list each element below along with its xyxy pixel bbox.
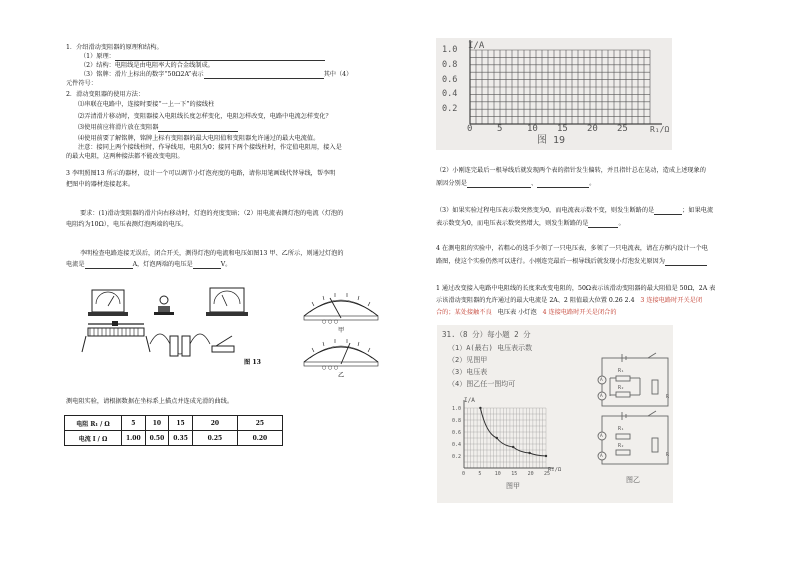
section2-title: 2．滑动变阻器的使用方法： <box>66 91 145 98</box>
answer-blank[interactable] <box>467 181 531 188</box>
circuit-diagram <box>592 350 672 470</box>
table-cell: 0.50 <box>145 431 169 446</box>
answer-blank[interactable] <box>158 125 238 132</box>
y-tick-label: 0.8 <box>442 59 458 70</box>
dial-label-yi: 乙 <box>338 372 345 379</box>
dial-terminals-b: ○ ○ ○ <box>322 365 339 371</box>
figure19-caption: 图 19 <box>537 135 566 146</box>
answer-blank[interactable] <box>537 181 589 188</box>
current-blank[interactable] <box>85 262 133 269</box>
solution-line3: （3）电压表 <box>448 368 488 376</box>
solution-chart <box>450 396 558 490</box>
requirement-line2: 电阻约为10Ω），电压表测灯泡两端的电压。 <box>66 221 188 228</box>
data-point <box>545 455 547 457</box>
requirement-line1: 要求：(1)滑动变阻器的滑片向右移动时，灯泡的亮度变暗；（2）用电流表测灯泡的电流（灯泡的 <box>80 210 344 217</box>
voltage-blank[interactable] <box>193 262 221 269</box>
x-tick-label: 20 <box>587 124 598 134</box>
x-tick-label: 0 <box>462 471 466 477</box>
x-tick-label: 25 <box>544 471 551 477</box>
circuit-caption: 图乙 <box>626 476 640 484</box>
answer-blank[interactable] <box>115 54 325 61</box>
ammeter-label-a2: A <box>600 394 603 399</box>
data-point <box>479 407 481 409</box>
table-cell: 1.00 <box>122 431 146 446</box>
section1-q4: 元件符号： <box>66 80 97 87</box>
solution-line2: （2）见图甲 <box>448 356 488 364</box>
section2-item4: ⑷使用前要了解铭牌，铭牌上标有变阻器的最大电阻值和变阻器允许通过的最大电流值。 <box>78 135 320 142</box>
y-tick-label: 0.2 <box>442 104 458 115</box>
y-tick-label: 0.6 <box>452 430 462 436</box>
q2-line2: 原因分别是 、 。 <box>436 180 596 187</box>
answer-line3: 合的；某处接触不良 电压表 小灯泡 4 连接电路时开关是闭合的 <box>436 309 617 316</box>
figure13-caption: 图 13 <box>244 359 261 366</box>
solution-title: 31.（8 分）每小题 2 分 <box>442 330 531 339</box>
x-tick-label: 10 <box>527 124 538 134</box>
q2-line1: （2）小刚连完最后一根导线后就发现两个表的指针发生偏转，并且指针总在晃动，造成上述现象的 <box>436 167 706 174</box>
circuit-r2-label: R₂ <box>618 385 625 391</box>
figure19-axis-y: I/A <box>468 41 485 51</box>
data-point <box>512 446 514 448</box>
ammeter-icon <box>88 290 128 316</box>
circuit-r-label-b: R <box>666 452 670 458</box>
circuit-r1-label: R₁ <box>618 368 625 374</box>
table-cell: 0.35 <box>169 431 193 446</box>
section3-line1: 3 李明照图13 所示的器材，设计一个可以调节小灯泡亮度的电路，请你用笔画线代替导线，帮李明 <box>66 170 336 177</box>
lamp-icon <box>154 296 174 315</box>
circuit-r1-label-b: R₁ <box>618 426 625 432</box>
answer-line2: 示该滑动变阻器的允许通过的最大电流是 2A、2 阻值最大位置 0.26 2.4 3 连接电路时开关是闭 <box>436 297 703 304</box>
note-line1: 注意：接同上两个接线柱时，作导线用，电阻为0；接同下两个接线柱时，作定值电阻用，接入是 <box>78 144 342 151</box>
table-header: 电阻 R₁ / Ω <box>65 416 122 431</box>
voltmeter-icon <box>206 288 248 316</box>
y-tick-label: 0.8 <box>452 418 462 424</box>
section2-item2: ⑵弄清滑片移动时，变阻器接入电阻线长度怎样变化，电阻怎样改变，电路中电流怎样变化？ <box>78 113 332 120</box>
x-tick-label: 15 <box>557 124 568 134</box>
experiment-instruction: 测电阻实验，请根据数据在坐标系上描点并连成光滑的曲线。 <box>66 398 234 405</box>
answer-blank[interactable] <box>665 259 707 266</box>
q4-line2: 路图，使这个实验仍然可以进行。小刚连完最后一根导线后就发现小灯泡发光原因为 <box>436 258 707 266</box>
measure-line1: 李明检查电路连接无误后，闭合开关，测得灯泡的电流和电压如图13 甲、乙所示，则通过灯泡的 <box>80 250 344 257</box>
y-tick-label: 0.6 <box>442 74 458 85</box>
solution-chart-caption: 图甲 <box>506 482 520 490</box>
x-tick-label: 15 <box>511 471 518 477</box>
answer-line1: 1 通过改变接入电路中电阻线的长度来改变电阻的，50Ω表示该滑动变阻器的最大阻值是 50Ω，2A 表 <box>436 285 716 292</box>
data-point <box>496 437 498 439</box>
answer-blank[interactable] <box>204 72 324 79</box>
table-cell: 10 <box>145 416 169 431</box>
x-tick-label: 5 <box>478 471 482 477</box>
table-cell: 0.25 <box>192 431 237 446</box>
section1-q2: （2）结构：电阻线是由电阻率大的合金线制成。 <box>80 62 214 69</box>
dial-label-jia: 甲 <box>338 327 345 334</box>
x-tick-label: 0 <box>467 124 473 134</box>
table-cell: 25 <box>237 416 282 431</box>
answer-blank[interactable] <box>588 221 618 228</box>
circuit-r-label: R <box>666 394 670 400</box>
solution-line1: （1）A(最右) 电压表示数 <box>448 344 533 352</box>
y-tick-label: 0.2 <box>452 454 462 460</box>
ammeter-label-a1: A <box>600 378 603 383</box>
table-row <box>65 431 283 446</box>
section1-q3: （3）铭牌：滑片上标出的数字“50Ω2A”表示 其中（4） <box>80 71 353 78</box>
table-cell: 0.20 <box>237 431 282 446</box>
x-tick-label: 10 <box>494 471 501 477</box>
section1-q1: （1）原理： <box>80 53 325 61</box>
switch-icon <box>212 336 234 352</box>
figure19-axis-x: R₁/Ω <box>650 125 670 134</box>
voltmeter-dial <box>300 336 382 368</box>
data-point <box>528 452 530 454</box>
q3-line1: （3）如果实验过程电压表示数突然变为0，而电流表示数不变，则发生断路的是 ；如果电流 <box>436 207 714 214</box>
solution-chart-xlabel: R₁/Ω <box>548 467 562 473</box>
note-line2: 的最大电阻，这两种接法都不能改变电阻。 <box>66 153 184 160</box>
y-tick-label: 1.0 <box>442 45 458 55</box>
x-tick-label: 25 <box>617 124 628 134</box>
y-tick-label: 0.4 <box>442 89 458 100</box>
section2-item3: ⑶使用前应将滑片放在变阻器 <box>78 124 238 132</box>
table-header: 电流 I / Ω <box>65 431 122 446</box>
y-tick-label: 0.4 <box>452 442 462 448</box>
dial-terminals-a: ○ ○ ○ <box>322 319 339 325</box>
section1-title: 1．介绍滑动变阻器的原理和结构。 <box>66 44 163 51</box>
figure13-apparatus <box>84 284 284 364</box>
q3-line2: 表示数变为0，而电压表示数突然增大，则发生断路的是 。 <box>436 220 625 227</box>
x-tick-label: 5 <box>497 124 503 134</box>
ammeter-dial <box>300 290 382 322</box>
y-tick-label: 1.0 <box>452 406 462 412</box>
section2-item1: ⑴串联在电路中，连接时要接“一上一下”的接线柱 <box>78 101 215 108</box>
x-tick-label: 20 <box>527 471 534 477</box>
ammeter-label-a4: A <box>600 454 603 459</box>
solution-line4: （4）图乙任一图均可 <box>448 380 516 388</box>
battery-icon <box>170 336 190 356</box>
ammeter-label-a3: A <box>600 434 603 439</box>
rheostat-icon <box>82 321 150 352</box>
table-cell: 5 <box>122 416 146 431</box>
q4-line1: 4 在测电阻的实验中，若粗心的选手少领了一只电压表，多领了一只电流表，请在方框内设计一个电 <box>436 245 708 252</box>
answer-blank[interactable] <box>654 208 682 215</box>
table-cell: 15 <box>169 416 193 431</box>
table-row <box>65 416 283 431</box>
measure-line2: 电流是 A，灯泡两端的电压是 V。 <box>66 261 232 268</box>
section3-line2: 把图中的器材连接起来。 <box>66 181 135 188</box>
circuit-r2-label-b: R₂ <box>618 443 625 449</box>
table-cell: 20 <box>192 416 237 431</box>
data-table <box>64 415 283 446</box>
solution-chart-ylabel: I/A <box>464 397 475 404</box>
